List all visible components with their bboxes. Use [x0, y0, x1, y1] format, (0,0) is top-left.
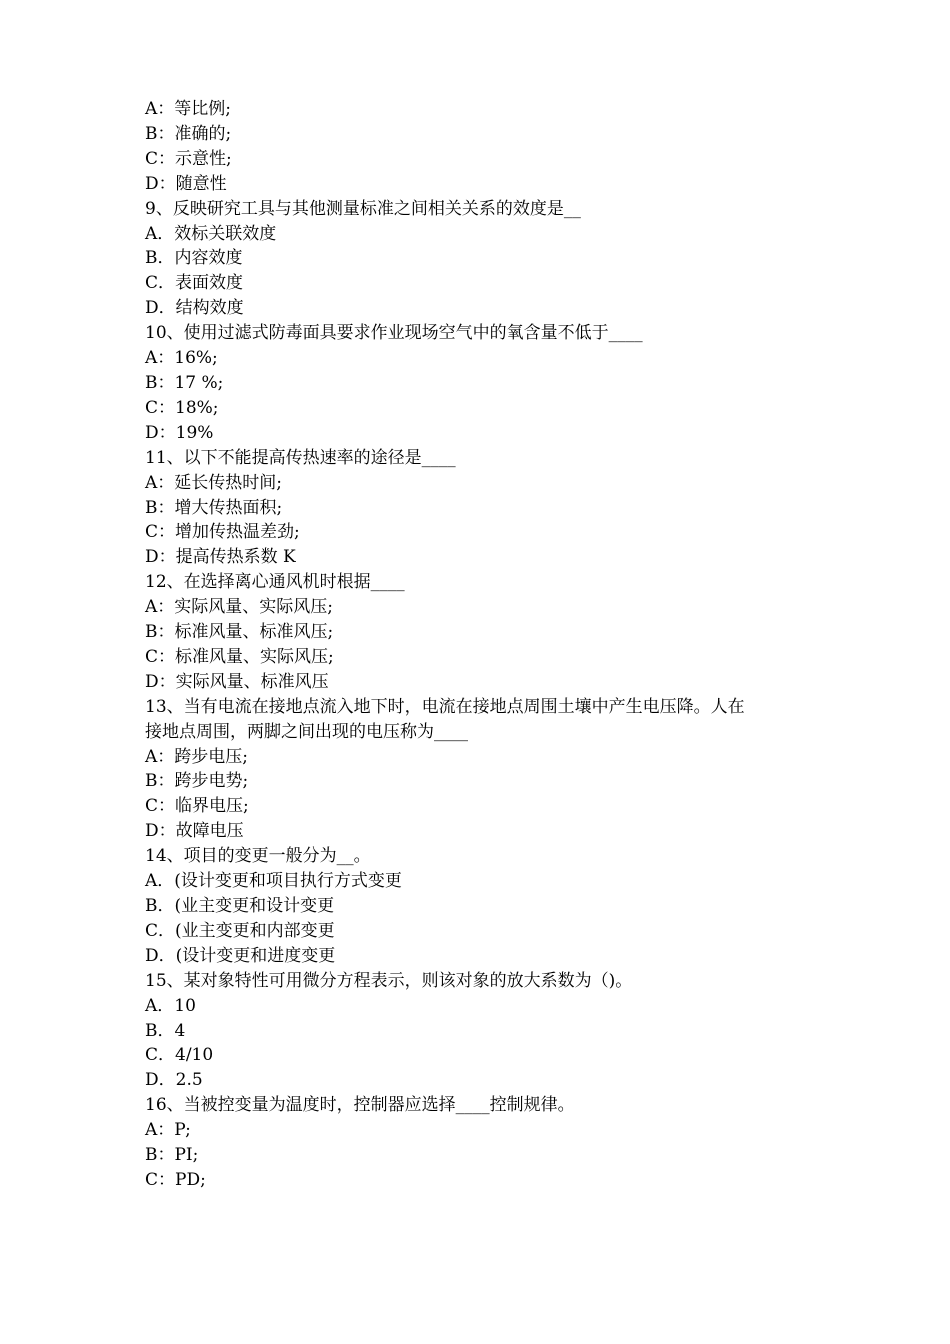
answer-option-10c: C：18%; — [145, 397, 219, 418]
answer-option-11d: D：提高传热系数 K — [145, 547, 296, 568]
question-15: 15、某对象特性可用微分方程表示，则该对象的放大系数为（)。 — [145, 970, 633, 991]
question-11: 11、以下不能提高传热速率的途径是____ — [145, 447, 456, 468]
document-body — [145, 97, 815, 1193]
answer-option-11b: B：增大传热面积; — [145, 497, 283, 518]
question-13-line-1: 13、当有电流在接地点流入地下时，电流在接地点周围土壤中产生电压降。人在 — [145, 696, 745, 717]
answer-option-15a: A．10 — [145, 995, 196, 1016]
answer-option-14c: C．(业主变更和内部变更 — [145, 920, 335, 941]
answer-option-16a: A：P; — [145, 1120, 191, 1141]
question-14: 14、项目的变更一般分为__。 — [145, 846, 371, 867]
question-12: 12、在选择离心通风机时根据____ — [145, 572, 405, 593]
answer-option-12b: B：标准风量、标准风压; — [145, 622, 334, 643]
answer-option-15c: C．4/10 — [145, 1045, 214, 1066]
answer-option-8b: B：准确的; — [145, 123, 232, 144]
answer-option-13c: C：临界电压; — [145, 796, 249, 817]
question-13-line-2: 接地点周围，两脚之间出现的电压称为____ — [145, 721, 468, 742]
answer-option-15b: B．4 — [145, 1020, 186, 1041]
answer-option-13b: B：跨步电势; — [145, 771, 249, 792]
answer-option-8c: C：示意性; — [145, 148, 232, 169]
answer-option-10b: B：17 %; — [145, 372, 224, 393]
answer-option-9b: B．内容效度 — [145, 248, 243, 269]
answer-option-9c: C．表面效度 — [145, 273, 244, 294]
answer-option-15d: D．2.5 — [145, 1070, 203, 1091]
answer-option-8a: A：等比例; — [145, 99, 232, 119]
answer-option-13d: D：故障电压 — [145, 821, 244, 842]
answer-option-10d: D：19% — [145, 422, 214, 443]
answer-option-14d: D．(设计变更和进度变更 — [145, 945, 336, 966]
answer-option-14b: B．(业主变更和设计变更 — [145, 896, 335, 916]
answer-option-12d: D：实际风量、标准风压 — [145, 671, 329, 692]
question-10: 10、使用过滤式防毒面具要求作业现场空气中的氧含量不低于____ — [145, 323, 643, 344]
answer-option-16b: B：PI; — [145, 1145, 199, 1166]
question-9: 9、反映研究工具与其他测量标准之间相关关系的效度是__ — [145, 198, 581, 219]
answer-option-10a: A：16%; — [145, 348, 218, 369]
answer-option-13a: A：跨步电压; — [145, 746, 249, 767]
question-16: 16、当被控变量为温度时，控制器应选择____控制规律。 — [145, 1095, 575, 1116]
answer-option-9a: A．效标关联效度 — [145, 223, 277, 244]
answer-option-12c: C：标准风量、实际风压; — [145, 646, 334, 667]
answer-option-12a: A：实际风量、实际风压; — [145, 597, 334, 618]
answer-option-11a: A：延长传热时间; — [145, 472, 283, 493]
answer-option-16c: C：PD; — [145, 1169, 206, 1190]
answer-option-9d: D．结构效度 — [145, 298, 244, 319]
answer-option-8d: D：随意性 — [145, 173, 227, 194]
answer-option-11c: C：增加传热温差劲; — [145, 522, 300, 543]
answer-option-14a: A．(设计变更和项目执行方式变更 — [145, 871, 402, 892]
